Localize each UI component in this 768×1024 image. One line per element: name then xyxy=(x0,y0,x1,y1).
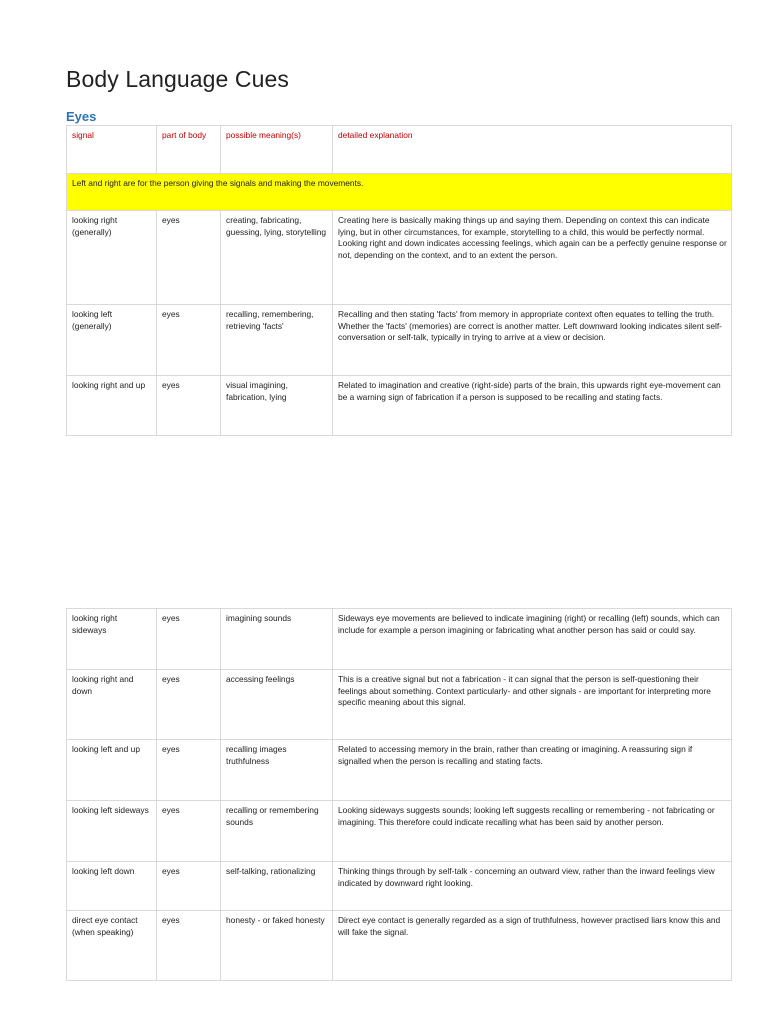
signal-cell: direct eye contact (when speaking) xyxy=(67,911,157,981)
meaning-cell: creating, fabricating, guessing, lying, storytelling xyxy=(221,211,333,305)
meaning-cell: self-talking, rationalizing xyxy=(221,862,333,911)
explanation-cell: Direct eye contact is generally regarded as a sign of truthfulness, however practised liars know this and will fake the signal. xyxy=(333,911,732,981)
signal-cell: looking left and up xyxy=(67,740,157,801)
part-of-body-cell: eyes xyxy=(157,211,221,305)
signal-cell: looking right and up xyxy=(67,376,157,436)
explanation-cell: Thinking things through by self-talk - concerning an outward view, rather than the inward feelings view indicated by downward right looking. xyxy=(333,862,732,911)
explanation-cell: Sideways eye movements are believed to indicate imagining (right) or recalling (left) sounds, which can include for example a person imagining or fabricating what another person has said or could say. xyxy=(333,609,732,670)
table-row xyxy=(67,211,732,305)
table-row xyxy=(67,609,732,670)
part-of-body-cell: eyes xyxy=(157,801,221,862)
direction-note: Left and right are for the person giving the signals and making the movements. xyxy=(67,174,732,211)
signal-cell: looking left sideways xyxy=(67,801,157,862)
part-of-body-cell: eyes xyxy=(157,911,221,981)
signal-cell: looking left down xyxy=(67,862,157,911)
table-row xyxy=(67,801,732,862)
part-of-body-cell: eyes xyxy=(157,862,221,911)
signal-cell: looking right sideways xyxy=(67,609,157,670)
table-header-row xyxy=(67,126,732,174)
meaning-cell: imagining sounds xyxy=(221,609,333,670)
explanation-cell: Recalling and then stating 'facts' from memory in appropriate context often equates to telling the truth. Whether the 'facts' (memories) are correct is another matter. Left downward looking indicates silent self-conversation or self-talk, typically in trying to arrive at a view or decision. xyxy=(333,305,732,376)
table-row xyxy=(67,305,732,376)
part-of-body-cell: eyes xyxy=(157,609,221,670)
section-heading-eyes: Eyes xyxy=(66,109,97,124)
explanation-cell: Creating here is basically making things up and saying them. Depending on context this can indicate lying, but in other circumstances, for example, storytelling to a child, this would be perfectly normal. Looking right and down indicates accessing feelings, which again can be a perfectly genuine response or not, depending on the context, and to an extent the person. xyxy=(333,211,732,305)
signal-cell: looking right (generally) xyxy=(67,211,157,305)
header-signal: signal xyxy=(67,126,157,174)
signal-cell: looking left (generally) xyxy=(67,305,157,376)
part-of-body-cell: eyes xyxy=(157,305,221,376)
table-row xyxy=(67,911,732,981)
body-language-table-part-1 xyxy=(66,125,732,436)
page-title: Body Language Cues xyxy=(66,66,290,92)
body-language-table-part-2 xyxy=(66,608,732,981)
table-row xyxy=(67,862,732,911)
meaning-cell: honesty - or faked honesty xyxy=(221,911,333,981)
header-detailed-explanation: detailed explanation xyxy=(333,126,732,174)
explanation-cell: Related to accessing memory in the brain, rather than creating or imagining. A reassuring sign if signalled when the person is recalling and stating facts. xyxy=(333,740,732,801)
table-row xyxy=(67,376,732,436)
explanation-cell: Looking sideways suggests sounds; looking left suggests recalling or remembering - not fabricating or imagining. This therefore could indicate recalling what has been said by another person. xyxy=(333,801,732,862)
note-row xyxy=(67,174,732,211)
meaning-cell: accessing feelings xyxy=(221,670,333,740)
explanation-cell: This is a creative signal but not a fabrication - it can signal that the person is self-questioning their feelings about something. Context particularly- and other signals - are important for interpreting more specific meaning about this signal. xyxy=(333,670,732,740)
meaning-cell: recalling, remembering, retrieving 'facts' xyxy=(221,305,333,376)
meaning-cell: recalling or remembering sounds xyxy=(221,801,333,862)
signal-cell: looking right and down xyxy=(67,670,157,740)
meaning-cell: visual imagining, fabrication, lying xyxy=(221,376,333,436)
table-row xyxy=(67,670,732,740)
explanation-cell: Related to imagination and creative (right-side) parts of the brain, this upwards right eye-movement can be a warning sign of fabrication if a person is supposed to be recalling and stating facts. xyxy=(333,376,732,436)
part-of-body-cell: eyes xyxy=(157,670,221,740)
part-of-body-cell: eyes xyxy=(157,376,221,436)
header-possible-meanings: possible meaning(s) xyxy=(221,126,333,174)
header-part-of-body: part of body xyxy=(157,126,221,174)
part-of-body-cell: eyes xyxy=(157,740,221,801)
meaning-cell: recalling images truthfulness xyxy=(221,740,333,801)
table-row xyxy=(67,740,732,801)
